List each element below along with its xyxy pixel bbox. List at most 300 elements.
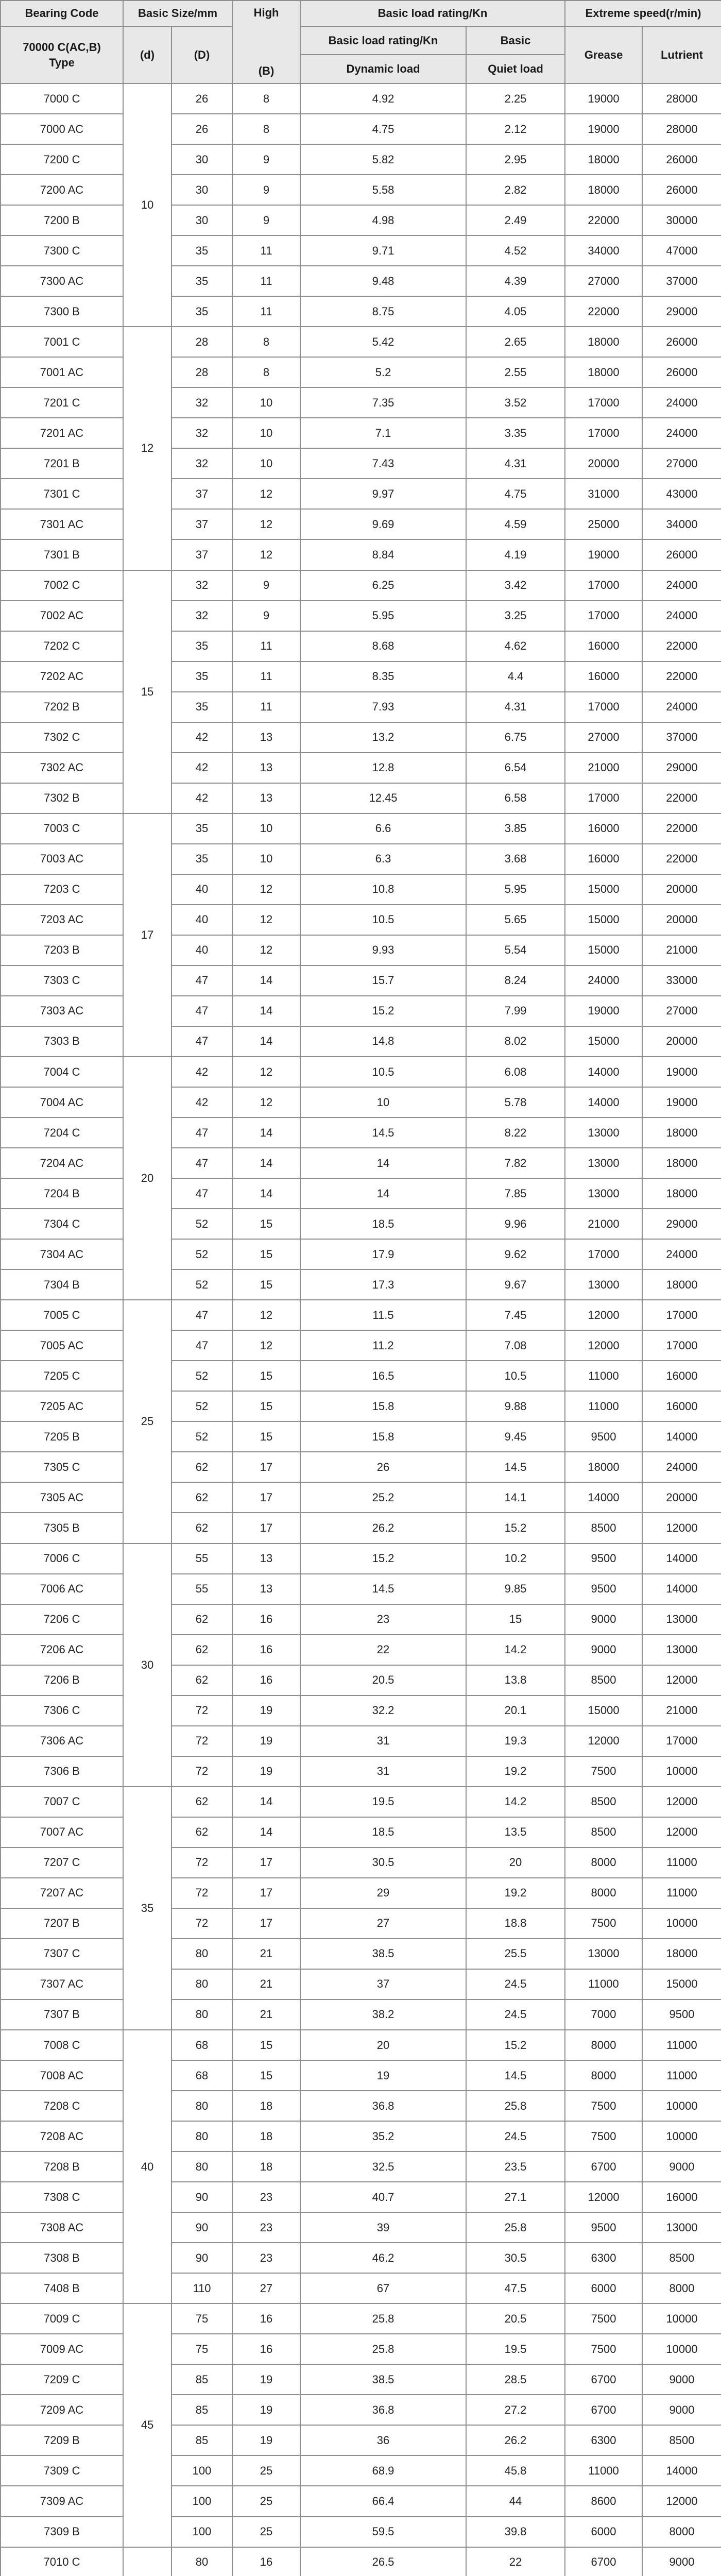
inner-diameter-cell: 45 — [123, 2303, 171, 2547]
outer-diameter-cell: 72 — [171, 1756, 232, 1787]
bearing-code-cell: 7307 B — [1, 1999, 123, 2030]
quiet-load-cell: 2.25 — [466, 83, 565, 114]
outer-diameter-cell: 35 — [171, 814, 232, 844]
outer-diameter-cell: 100 — [171, 2455, 232, 2486]
grease-speed-cell: 12000 — [565, 1726, 642, 1756]
quiet-load-cell: 25.8 — [466, 2212, 565, 2243]
width-cell: 9 — [232, 205, 300, 235]
dynamic-load-cell: 5.95 — [300, 601, 466, 631]
bearing-code-cell: 7303 C — [1, 965, 123, 996]
grease-speed-cell: 8500 — [565, 1817, 642, 1848]
width-cell: 21 — [232, 1999, 300, 2030]
width-cell: 12 — [232, 509, 300, 539]
dynamic-load-cell: 18.5 — [300, 1209, 466, 1239]
lutrient-speed-cell: 11000 — [642, 2030, 721, 2060]
dynamic-load-cell: 16.5 — [300, 1361, 466, 1391]
quiet-load-cell: 3.52 — [466, 387, 565, 418]
width-cell: 14 — [232, 1026, 300, 1057]
width-cell: 16 — [232, 2547, 300, 2576]
quiet-load-cell: 22 — [466, 2547, 565, 2576]
grease-speed-cell: 20000 — [565, 448, 642, 479]
grease-speed-cell: 8000 — [565, 2030, 642, 2060]
header-type-line2: Type — [49, 56, 75, 69]
quiet-load-cell: 3.68 — [466, 844, 565, 874]
bearing-code-cell: 7204 B — [1, 1178, 123, 1209]
table-row — [1, 1300, 721, 1330]
grease-speed-cell: 15000 — [565, 1696, 642, 1726]
bearing-code-cell: 7002 AC — [1, 601, 123, 631]
bearing-code-cell: 7303 B — [1, 1026, 123, 1057]
table-row — [1, 753, 721, 783]
lutrient-speed-cell: 18000 — [642, 1178, 721, 1209]
outer-diameter-cell: 32 — [171, 601, 232, 631]
bearing-code-cell: 7304 B — [1, 1269, 123, 1300]
width-cell: 15 — [232, 1209, 300, 1239]
width-cell: 19 — [232, 1756, 300, 1787]
grease-speed-cell: 13000 — [565, 1269, 642, 1300]
outer-diameter-cell: 55 — [171, 1544, 232, 1574]
width-cell: 9 — [232, 175, 300, 205]
quiet-load-cell: 15.2 — [466, 1513, 565, 1543]
quiet-load-cell: 9.88 — [466, 1391, 565, 1421]
dynamic-load-cell: 46.2 — [300, 2243, 466, 2273]
table-row — [1, 2091, 721, 2121]
quiet-load-cell: 7.85 — [466, 1178, 565, 1209]
table-row — [1, 874, 721, 905]
quiet-load-cell: 8.22 — [466, 1117, 565, 1148]
lutrient-speed-cell: 24000 — [642, 601, 721, 631]
bearing-code-cell: 7208 B — [1, 2151, 123, 2182]
bearing-code-cell: 7201 B — [1, 448, 123, 479]
outer-diameter-cell: 42 — [171, 783, 232, 814]
bearing-code-cell: 7200 C — [1, 144, 123, 175]
bearing-code-cell: 7207 C — [1, 1848, 123, 1878]
grease-speed-cell: 18000 — [565, 1452, 642, 1482]
outer-diameter-cell: 37 — [171, 509, 232, 539]
table-header — [1, 1, 721, 83]
quiet-load-cell: 6.58 — [466, 783, 565, 814]
bearing-code-cell: 7001 C — [1, 327, 123, 357]
dynamic-load-cell: 10.8 — [300, 874, 466, 905]
quiet-load-cell: 2.82 — [466, 175, 565, 205]
bearing-code-cell: 7202 B — [1, 692, 123, 722]
outer-diameter-cell: 62 — [171, 1635, 232, 1665]
dynamic-load-cell: 8.35 — [300, 662, 466, 692]
table-row — [1, 2334, 721, 2364]
lutrient-speed-cell: 28000 — [642, 114, 721, 144]
outer-diameter-cell: 72 — [171, 1908, 232, 1939]
quiet-load-cell: 19.2 — [466, 1878, 565, 1908]
outer-diameter-cell: 40 — [171, 874, 232, 905]
table-row — [1, 1421, 721, 1452]
grease-speed-cell: 15000 — [565, 905, 642, 935]
table-row — [1, 1026, 721, 1057]
width-cell: 21 — [232, 1939, 300, 1969]
width-cell: 14 — [232, 1178, 300, 1209]
outer-diameter-cell: 40 — [171, 905, 232, 935]
outer-diameter-cell: 32 — [171, 570, 232, 601]
width-cell: 16 — [232, 2334, 300, 2364]
bearing-code-cell: 7203 AC — [1, 905, 123, 935]
width-cell: 12 — [232, 935, 300, 965]
lutrient-speed-cell: 16000 — [642, 1361, 721, 1391]
table-row — [1, 1756, 721, 1787]
bearing-code-cell: 7309 B — [1, 2517, 123, 2547]
bearing-code-cell: 7200 B — [1, 205, 123, 235]
bearing-code-cell: 7302 C — [1, 722, 123, 753]
lutrient-speed-cell: 34000 — [642, 509, 721, 539]
dynamic-load-cell: 17.3 — [300, 1269, 466, 1300]
width-cell: 16 — [232, 2303, 300, 2334]
grease-speed-cell: 9000 — [565, 1635, 642, 1665]
lutrient-speed-cell: 12000 — [642, 1665, 721, 1696]
lutrient-speed-cell: 28000 — [642, 83, 721, 114]
width-cell: 12 — [232, 1300, 300, 1330]
header-type — [1, 26, 123, 83]
quiet-load-cell: 19.2 — [466, 1756, 565, 1787]
lutrient-speed-cell: 12000 — [642, 1513, 721, 1543]
table-row — [1, 2395, 721, 2425]
lutrient-speed-cell: 13000 — [642, 1635, 721, 1665]
lutrient-speed-cell: 16000 — [642, 2182, 721, 2212]
table-row — [1, 114, 721, 144]
dynamic-load-cell: 14 — [300, 1148, 466, 1178]
bearing-code-cell: 7200 AC — [1, 175, 123, 205]
table-row — [1, 2486, 721, 2516]
outer-diameter-cell: 30 — [171, 205, 232, 235]
width-cell: 11 — [232, 266, 300, 296]
lutrient-speed-cell: 8500 — [642, 2425, 721, 2455]
table-row — [1, 2121, 721, 2151]
table-row — [1, 1574, 721, 1604]
width-cell: 18 — [232, 2091, 300, 2121]
quiet-load-cell: 14.5 — [466, 1452, 565, 1482]
dynamic-load-cell: 36.8 — [300, 2091, 466, 2121]
bearing-code-cell: 7201 C — [1, 387, 123, 418]
header-lutrient: Lutrient — [642, 26, 721, 83]
outer-diameter-cell: 85 — [171, 2395, 232, 2425]
quiet-load-cell: 10.5 — [466, 1361, 565, 1391]
dynamic-load-cell: 9.71 — [300, 235, 466, 266]
quiet-load-cell: 5.54 — [466, 935, 565, 965]
grease-speed-cell: 19000 — [565, 996, 642, 1026]
grease-speed-cell: 17000 — [565, 601, 642, 631]
outer-diameter-cell: 35 — [171, 266, 232, 296]
quiet-load-cell: 6.08 — [466, 1057, 565, 1087]
dynamic-load-cell: 7.1 — [300, 418, 466, 448]
lutrient-speed-cell: 10000 — [642, 2303, 721, 2334]
lutrient-speed-cell: 24000 — [642, 570, 721, 601]
table-row — [1, 905, 721, 935]
lutrient-speed-cell: 13000 — [642, 1604, 721, 1635]
quiet-load-cell: 9.62 — [466, 1239, 565, 1269]
outer-diameter-cell: 32 — [171, 448, 232, 479]
table-row — [1, 996, 721, 1026]
bearing-code-cell: 7208 C — [1, 2091, 123, 2121]
outer-diameter-cell: 72 — [171, 1696, 232, 1726]
grease-speed-cell: 6700 — [565, 2395, 642, 2425]
quiet-load-cell: 6.54 — [466, 753, 565, 783]
width-cell: 8 — [232, 114, 300, 144]
width-cell: 10 — [232, 387, 300, 418]
table-row — [1, 1513, 721, 1543]
quiet-load-cell: 47.5 — [466, 2273, 565, 2303]
quiet-load-cell: 7.45 — [466, 1300, 565, 1330]
lutrient-speed-cell: 8000 — [642, 2273, 721, 2303]
outer-diameter-cell: 35 — [171, 235, 232, 266]
dynamic-load-cell: 4.75 — [300, 114, 466, 144]
table-row — [1, 1939, 721, 1969]
outer-diameter-cell: 37 — [171, 539, 232, 570]
bearing-code-cell: 7305 B — [1, 1513, 123, 1543]
table-row — [1, 83, 721, 114]
grease-speed-cell: 24000 — [565, 965, 642, 996]
lutrient-speed-cell: 24000 — [642, 387, 721, 418]
quiet-load-cell: 18.8 — [466, 1908, 565, 1939]
outer-diameter-cell: 52 — [171, 1361, 232, 1391]
table-row — [1, 1361, 721, 1391]
grease-speed-cell: 6700 — [565, 2151, 642, 2182]
table-row — [1, 1999, 721, 2030]
quiet-load-cell: 13.8 — [466, 1665, 565, 1696]
quiet-load-cell: 5.65 — [466, 905, 565, 935]
width-cell: 15 — [232, 2060, 300, 2091]
lutrient-speed-cell: 9000 — [642, 2151, 721, 2182]
quiet-load-cell: 27.1 — [466, 2182, 565, 2212]
grease-speed-cell: 11000 — [565, 2455, 642, 2486]
table-row — [1, 2060, 721, 2091]
lutrient-speed-cell: 24000 — [642, 692, 721, 722]
width-cell: 15 — [232, 1361, 300, 1391]
grease-speed-cell: 11000 — [565, 1969, 642, 1999]
bearing-code-cell: 7307 AC — [1, 1969, 123, 1999]
table-row — [1, 1391, 721, 1421]
outer-diameter-cell: 35 — [171, 631, 232, 662]
quiet-load-cell: 6.75 — [466, 722, 565, 753]
quiet-load-cell: 20.1 — [466, 1696, 565, 1726]
quiet-load-cell: 5.78 — [466, 1087, 565, 1117]
bearing-code-cell: 7306 C — [1, 1696, 123, 1726]
width-cell: 15 — [232, 1421, 300, 1452]
quiet-load-cell: 10.2 — [466, 1544, 565, 1574]
header-high-symbol: (B) — [258, 64, 274, 77]
dynamic-load-cell: 25.8 — [300, 2334, 466, 2364]
width-cell: 8 — [232, 357, 300, 387]
dynamic-load-cell: 4.98 — [300, 205, 466, 235]
lutrient-speed-cell: 37000 — [642, 722, 721, 753]
table-row — [1, 418, 721, 448]
quiet-load-cell: 4.19 — [466, 539, 565, 570]
inner-diameter-cell: 35 — [123, 1787, 171, 2030]
dynamic-load-cell: 11.2 — [300, 1330, 466, 1361]
lutrient-speed-cell: 20000 — [642, 905, 721, 935]
quiet-load-cell: 14.1 — [466, 1482, 565, 1513]
lutrient-speed-cell: 12000 — [642, 1787, 721, 1817]
quiet-load-cell: 4.75 — [466, 479, 565, 509]
dynamic-load-cell: 68.9 — [300, 2455, 466, 2486]
quiet-load-cell: 4.05 — [466, 296, 565, 327]
bearing-code-cell: 7205 B — [1, 1421, 123, 1452]
width-cell: 13 — [232, 783, 300, 814]
lutrient-speed-cell: 33000 — [642, 965, 721, 996]
header-basic-load-rating-sub: Basic load rating/Kn — [300, 26, 466, 55]
quiet-load-cell: 24.5 — [466, 2121, 565, 2151]
bearing-code-cell: 7209 B — [1, 2425, 123, 2455]
dynamic-load-cell: 7.35 — [300, 387, 466, 418]
table-row — [1, 1969, 721, 1999]
dynamic-load-cell: 9.69 — [300, 509, 466, 539]
grease-speed-cell: 18000 — [565, 327, 642, 357]
lutrient-speed-cell: 26000 — [642, 175, 721, 205]
grease-speed-cell: 17000 — [565, 570, 642, 601]
table-row — [1, 296, 721, 327]
table-row — [1, 1482, 721, 1513]
outer-diameter-cell: 75 — [171, 2334, 232, 2364]
grease-speed-cell: 8000 — [565, 1878, 642, 1908]
quiet-load-cell: 3.42 — [466, 570, 565, 601]
bearing-code-cell: 7308 B — [1, 2243, 123, 2273]
bearing-code-cell: 7008 AC — [1, 2060, 123, 2091]
width-cell: 14 — [232, 1817, 300, 1848]
quiet-load-cell: 4.31 — [466, 692, 565, 722]
width-cell: 11 — [232, 235, 300, 266]
lutrient-speed-cell: 19000 — [642, 1087, 721, 1117]
table-row — [1, 2455, 721, 2486]
lutrient-speed-cell: 21000 — [642, 1696, 721, 1726]
width-cell: 9 — [232, 570, 300, 601]
dynamic-load-cell: 31 — [300, 1726, 466, 1756]
dynamic-load-cell: 6.3 — [300, 844, 466, 874]
outer-diameter-cell: 100 — [171, 2517, 232, 2547]
grease-speed-cell: 12000 — [565, 1330, 642, 1361]
quiet-load-cell: 24.5 — [466, 1969, 565, 1999]
dynamic-load-cell: 12.8 — [300, 753, 466, 783]
quiet-load-cell: 2.95 — [466, 144, 565, 175]
inner-diameter-cell: 12 — [123, 327, 171, 570]
width-cell: 12 — [232, 905, 300, 935]
lutrient-speed-cell: 24000 — [642, 418, 721, 448]
grease-speed-cell: 27000 — [565, 266, 642, 296]
table-row — [1, 2273, 721, 2303]
quiet-load-cell: 24.5 — [466, 1999, 565, 2030]
outer-diameter-cell: 28 — [171, 327, 232, 357]
lutrient-speed-cell: 29000 — [642, 296, 721, 327]
outer-diameter-cell: 52 — [171, 1269, 232, 1300]
outer-diameter-cell: 40 — [171, 935, 232, 965]
width-cell: 14 — [232, 1148, 300, 1178]
bearing-code-cell: 7304 AC — [1, 1239, 123, 1269]
outer-diameter-cell: 42 — [171, 1087, 232, 1117]
dynamic-load-cell: 25.2 — [300, 1482, 466, 1513]
dynamic-load-cell: 38.5 — [300, 2364, 466, 2395]
header-quiet-load: Quiet load — [466, 55, 565, 83]
lutrient-speed-cell: 10000 — [642, 2334, 721, 2364]
table-row — [1, 1848, 721, 1878]
bearing-code-cell: 7201 AC — [1, 418, 123, 448]
table-row — [1, 1148, 721, 1178]
grease-speed-cell: 17000 — [565, 387, 642, 418]
lutrient-speed-cell: 29000 — [642, 753, 721, 783]
grease-speed-cell: 9000 — [565, 1604, 642, 1635]
dynamic-load-cell: 17.9 — [300, 1239, 466, 1269]
width-cell: 9 — [232, 144, 300, 175]
bearing-code-cell: 7005 C — [1, 1300, 123, 1330]
quiet-load-cell: 3.35 — [466, 418, 565, 448]
grease-speed-cell: 17000 — [565, 418, 642, 448]
grease-speed-cell: 31000 — [565, 479, 642, 509]
lutrient-speed-cell: 9000 — [642, 2364, 721, 2395]
bearing-code-cell: 7205 C — [1, 1361, 123, 1391]
bearing-code-cell: 7000 AC — [1, 114, 123, 144]
dynamic-load-cell: 30.5 — [300, 1848, 466, 1878]
dynamic-load-cell: 38.5 — [300, 1939, 466, 1969]
lutrient-speed-cell: 22000 — [642, 783, 721, 814]
grease-speed-cell: 7500 — [565, 2091, 642, 2121]
table-row — [1, 2212, 721, 2243]
outer-diameter-cell: 47 — [171, 996, 232, 1026]
outer-diameter-cell: 47 — [171, 965, 232, 996]
quiet-load-cell: 15 — [466, 1604, 565, 1635]
lutrient-speed-cell: 8500 — [642, 2243, 721, 2273]
quiet-load-cell: 39.8 — [466, 2517, 565, 2547]
outer-diameter-cell: 80 — [171, 1939, 232, 1969]
header-type-line1: 70000 C(AC,B) — [23, 40, 101, 54]
grease-speed-cell: 18000 — [565, 144, 642, 175]
grease-speed-cell: 14000 — [565, 1087, 642, 1117]
grease-speed-cell: 7500 — [565, 2303, 642, 2334]
dynamic-load-cell: 15.8 — [300, 1391, 466, 1421]
quiet-load-cell: 4.52 — [466, 235, 565, 266]
dynamic-load-cell: 22 — [300, 1635, 466, 1665]
header-basic-size: Basic Size/mm — [123, 1, 232, 26]
bearing-code-cell: 7300 C — [1, 235, 123, 266]
table-row — [1, 1117, 721, 1148]
outer-diameter-cell: 35 — [171, 692, 232, 722]
quiet-load-cell: 44 — [466, 2486, 565, 2516]
outer-diameter-cell: 72 — [171, 1726, 232, 1756]
width-cell: 19 — [232, 1696, 300, 1726]
dynamic-load-cell: 10 — [300, 1087, 466, 1117]
grease-speed-cell: 16000 — [565, 814, 642, 844]
quiet-load-cell: 2.65 — [466, 327, 565, 357]
width-cell: 8 — [232, 83, 300, 114]
grease-speed-cell: 16000 — [565, 662, 642, 692]
lutrient-speed-cell: 18000 — [642, 1939, 721, 1969]
lutrient-speed-cell: 27000 — [642, 996, 721, 1026]
header-basic-load-rating: Basic load rating/Kn — [300, 1, 565, 26]
grease-speed-cell: 19000 — [565, 539, 642, 570]
dynamic-load-cell: 36 — [300, 2425, 466, 2455]
outer-diameter-cell: 80 — [171, 2151, 232, 2182]
quiet-load-cell: 2.55 — [466, 357, 565, 387]
table-row — [1, 357, 721, 387]
bearing-code-cell: 7203 C — [1, 874, 123, 905]
outer-diameter-cell: 52 — [171, 1391, 232, 1421]
width-cell: 14 — [232, 1787, 300, 1817]
quiet-load-cell: 8.24 — [466, 965, 565, 996]
grease-speed-cell: 7500 — [565, 1908, 642, 1939]
dynamic-load-cell: 18.5 — [300, 1817, 466, 1848]
width-cell: 25 — [232, 2517, 300, 2547]
header-bearing-code: Bearing Code — [1, 1, 123, 26]
dynamic-load-cell: 29 — [300, 1878, 466, 1908]
table-row — [1, 2517, 721, 2547]
outer-diameter-cell: 47 — [171, 1026, 232, 1057]
table-row — [1, 448, 721, 479]
dynamic-load-cell: 26 — [300, 1452, 466, 1482]
quiet-load-cell: 7.08 — [466, 1330, 565, 1361]
grease-speed-cell: 14000 — [565, 1057, 642, 1087]
